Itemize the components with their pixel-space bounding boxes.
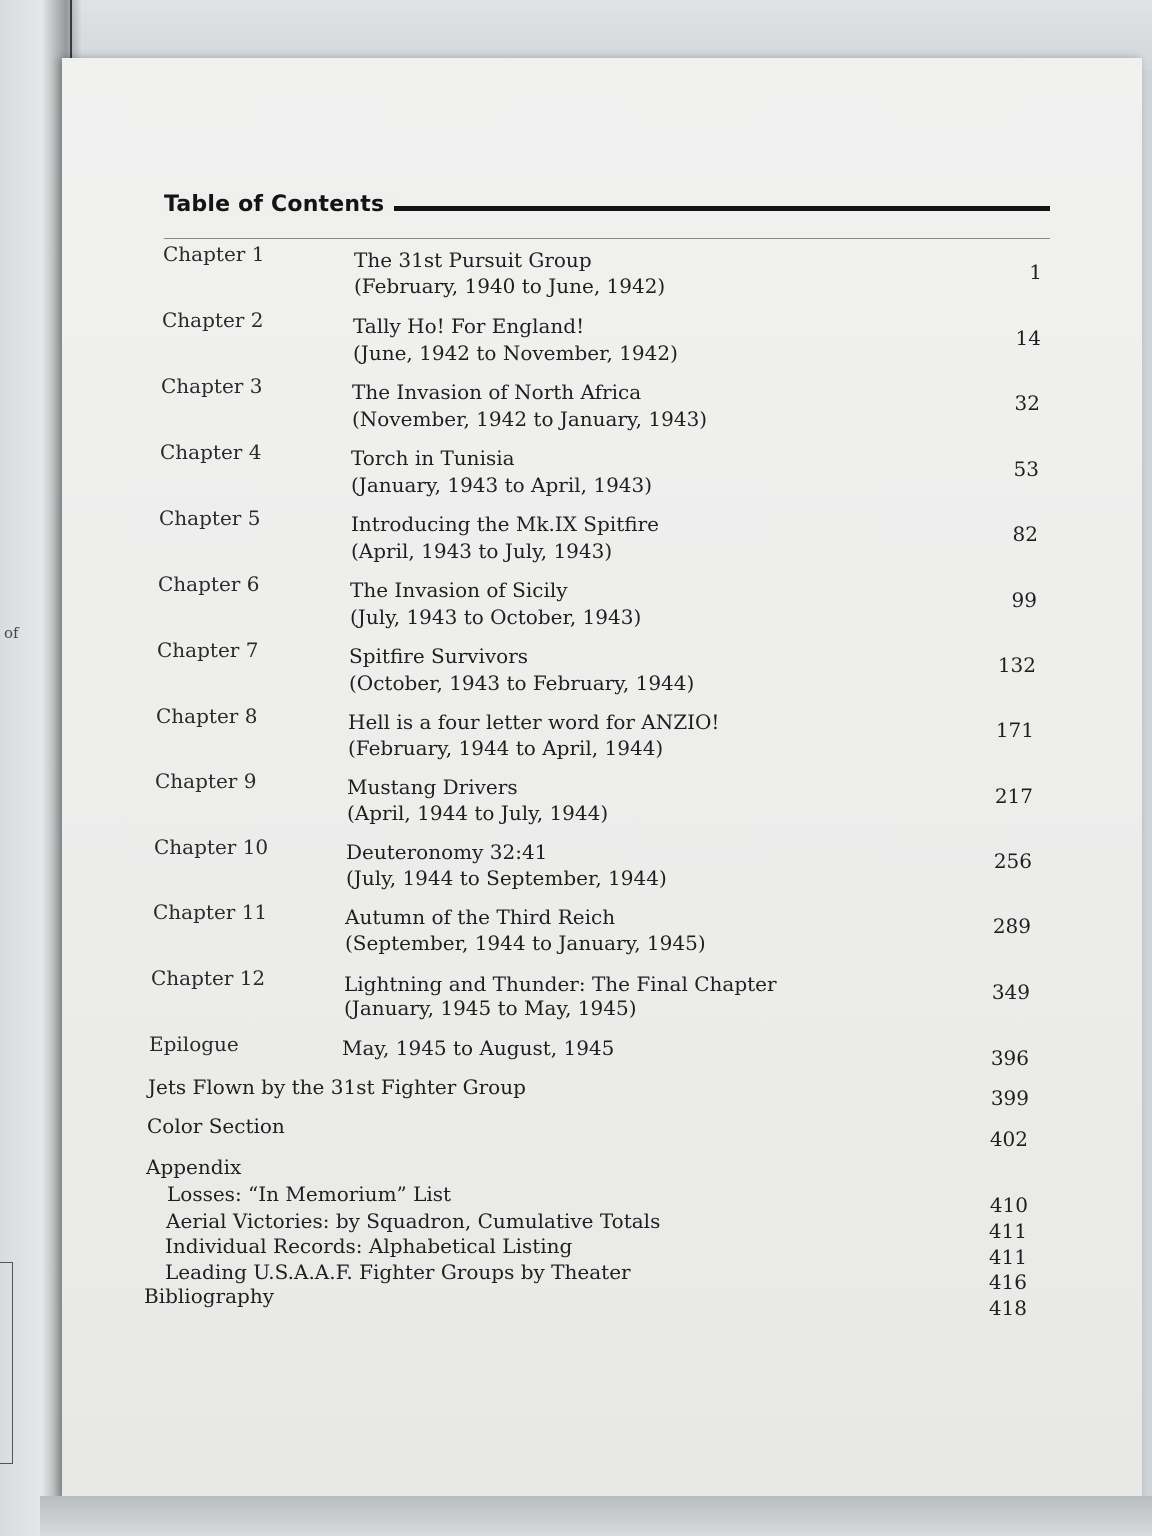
appendix-item: Leading U.S.A.A.F. Fighter Groups by Theater [165,1260,631,1284]
page-number: 411 [988,1219,1027,1243]
chapter-label: Chapter 1 [163,242,265,266]
chapter-label: Chapter 2 [162,308,264,332]
appendix-item: Losses: “In Memorium” List [167,1182,452,1206]
chapter-label: Chapter 6 [158,572,260,596]
chapter-dates: (July, 1944 to September, 1944) [346,866,667,890]
chapter-dates: (April, 1943 to July, 1943) [351,539,613,563]
page-number: 402 [989,1127,1028,1151]
page-number: 418 [988,1296,1027,1320]
chapter-dates: (January, 1943 to April, 1943) [351,473,653,497]
chapter-title: Introducing the Mk.IX Spitfire [351,512,659,536]
chapter-title: Lightning and Thunder: The Final Chapter [344,972,777,996]
chapter-title: Mustang Drivers [347,775,518,799]
page-number: 349 [991,980,1030,1004]
chapter-dates: (February, 1944 to April, 1944) [348,736,664,760]
heading-underline [164,238,1050,239]
chapter-dates: (November, 1942 to January, 1943) [352,407,708,431]
chapter-label: Chapter 10 [154,835,269,859]
page-number: 82 [1012,522,1038,546]
chapter-dates: (January, 1945 to May, 1945) [344,996,637,1020]
page-number: 416 [988,1270,1027,1294]
chapter-dates: (September, 1944 to January, 1945) [345,931,706,955]
chapter-title: Autumn of the Third Reich [345,905,616,929]
page-number: 171 [995,718,1034,742]
chapter-label: Chapter 7 [157,638,259,662]
page-number: 256 [993,849,1032,873]
page-number: 53 [1013,457,1039,481]
appendix-item: Individual Records: Alphabetical Listing [165,1234,573,1258]
appendix-item: Aerial Victories: by Squadron, Cumulative Totals [166,1209,661,1233]
page-number: 1 [1029,260,1042,284]
page-number: 99 [1011,588,1037,612]
chapter-title: Hell is a four letter word for ANZIO! [348,710,720,734]
chapter-dates: (October, 1943 to February, 1944) [349,671,695,695]
chapter-dates: (April, 1944 to July, 1944) [347,801,609,825]
page-number: 132 [997,653,1036,677]
epilogue-label: Epilogue [149,1032,239,1056]
chapter-title: Tally Ho! For England! [353,314,585,338]
chapter-label: Chapter 4 [160,440,262,464]
bibliography-label: Bibliography [144,1284,274,1308]
background-bottom [40,1496,1152,1536]
chapter-label: Chapter 11 [153,900,268,924]
page-number: 217 [994,784,1033,808]
previous-page-text-fragment: of [4,624,19,642]
chapter-title: Spitfire Survivors [349,644,529,668]
page-number: 396 [990,1046,1029,1070]
chapter-title: The Invasion of North Africa [352,380,642,404]
chapter-title: The 31st Pursuit Group [354,248,592,272]
page-number: 289 [992,914,1031,938]
chapter-label: Chapter 8 [156,704,258,728]
page-number: 32 [1014,391,1040,415]
color-section-label: Color Section [147,1114,285,1138]
page-title: Table of Contents [164,192,394,217]
page-number: 399 [990,1086,1029,1110]
chapter-dates: (June, 1942 to November, 1942) [353,341,678,365]
chapter-title: Deuteronomy 32:41 [346,840,548,864]
page-number: 411 [988,1245,1027,1269]
previous-page-box-fragment [0,1262,13,1464]
chapter-label: Chapter 3 [161,374,263,398]
page-number: 14 [1015,326,1041,350]
chapter-label: Chapter 9 [155,769,257,793]
page-number: 410 [989,1193,1028,1217]
epilogue-dates: May, 1945 to August, 1945 [342,1036,615,1060]
chapter-dates: (February, 1940 to June, 1942) [354,274,666,298]
appendix-label: Appendix [146,1155,242,1179]
chapter-title: The Invasion of Sicily [350,578,568,602]
chapter-title: Torch in Tunisia [351,446,515,470]
chapter-label: Chapter 5 [159,506,261,530]
chapter-dates: (July, 1943 to October, 1943) [350,605,642,629]
jets-label: Jets Flown by the 31st Fighter Group [148,1075,526,1099]
chapter-label: Chapter 12 [151,966,266,990]
